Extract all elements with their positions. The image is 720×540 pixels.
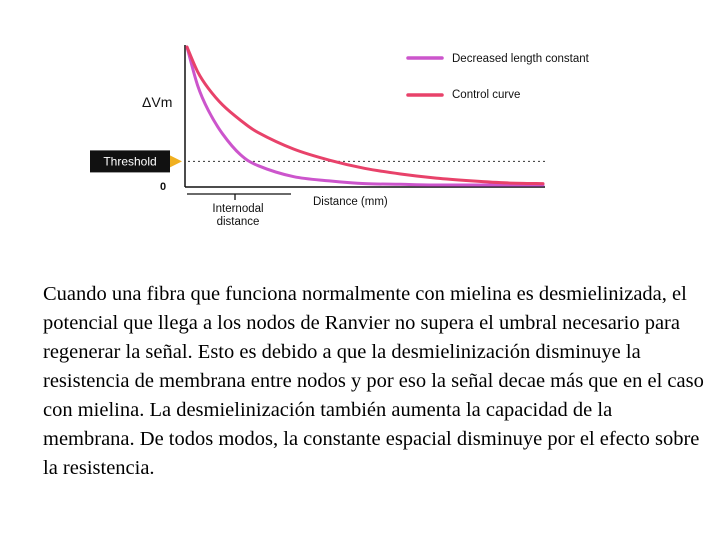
y-axis-label: ΔVm: [142, 94, 173, 110]
curve-decreased-length-constant: [187, 47, 543, 185]
description-paragraph: Cuando una fibra que funciona normalmente con mielina es desmielinizada, el potencial que llega a los nodos de Ranvier no supera el umbral necesario para regenerar la señal. Esto es debido a que la desmielinización disminuye la resistencia de membrana entre nodos y por eso la señal decae más que en el caso con mielina. La desmielinización también aumenta la capacidad de la membrana. De todos modos, la constante espacial disminuye por el efecto sobre la resistencia.: [43, 283, 704, 479]
internodal-label-line2: distance: [216, 216, 260, 228]
y-zero-label: 0: [160, 181, 167, 193]
threshold-arrow-icon: [170, 155, 182, 167]
x-axis-label: Distance (mm): [313, 196, 388, 208]
legend-label-control: Control curve: [452, 89, 521, 101]
legend-label-decreased: Decreased length constant: [452, 53, 589, 65]
curve-control: [187, 47, 543, 184]
threshold-label: Threshold: [103, 154, 157, 169]
chart: [0, 0, 720, 260]
internodal-label-line1: Internodal: [212, 203, 264, 215]
